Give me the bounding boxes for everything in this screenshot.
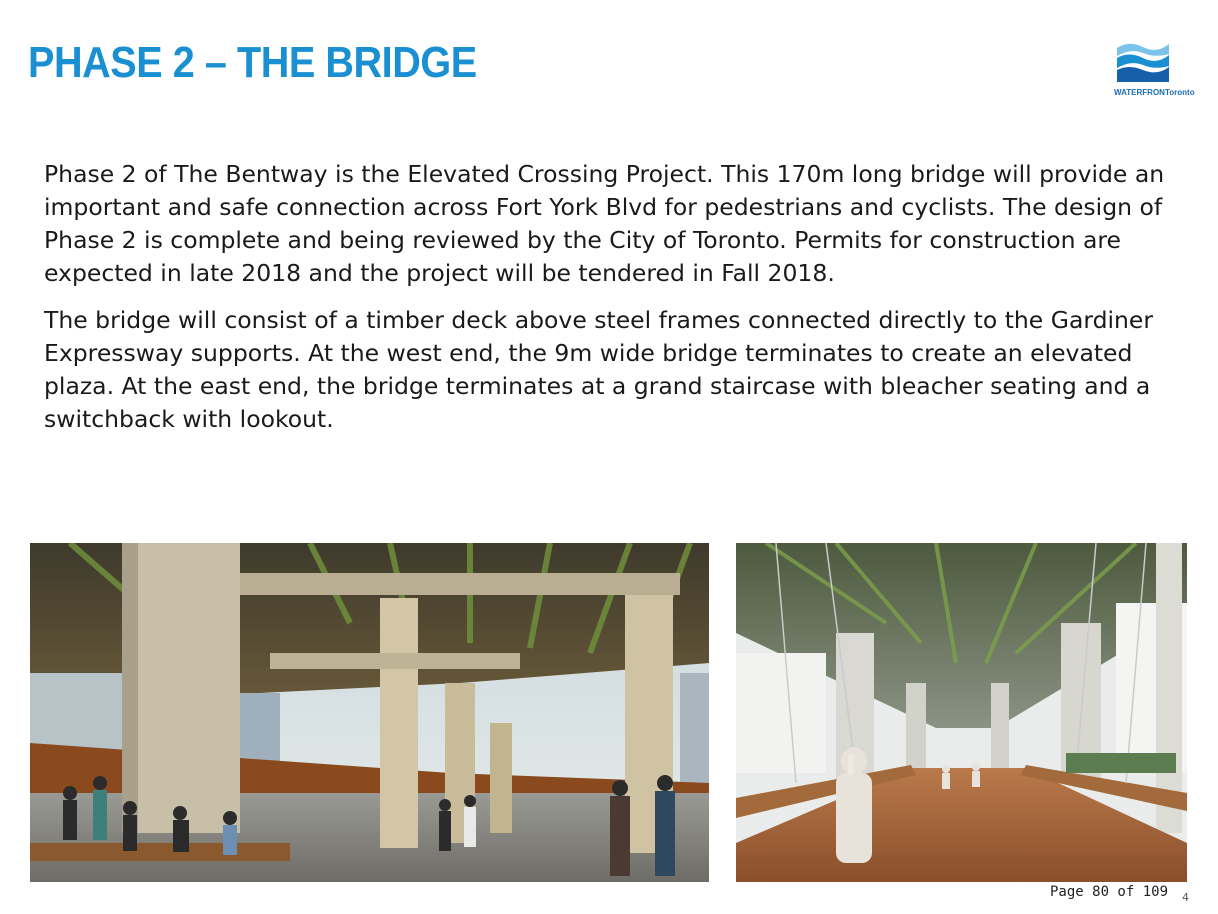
slide-number: 4 (1182, 891, 1189, 904)
logo-wave-icon (1115, 38, 1171, 84)
paragraph-intro: Phase 2 of The Bentway is the Elevated Crossing Project. This 170m long bridge will provide an important and safe connection across Fort York Blvd for pedestrians and cyclists. The design of Phase 2 is complete and being reviewed by the City of Toronto. Permits for construction are expected in late 2018 and the project will be tendered in Fall 2018. (44, 160, 1165, 287)
rendering-bridge-deck (736, 543, 1187, 882)
body-text (44, 158, 1184, 450)
rendering-under-gardiner-plaza (30, 543, 709, 882)
slide-title: PHASE 2 – THE BRIDGE (28, 38, 477, 87)
logo-text: WATERFRONToronto (1114, 88, 1195, 97)
paragraph-design: The bridge will consist of a timber deck above steel frames connected directly to the Gardiner Expressway supports. At the west end, the 9m wide bridge terminates to create an elevated plaza. At the east end, the bridge terminates at a grand staircase with bleacher seating and a switchback with lookout. (44, 306, 1154, 433)
waterfront-toronto-logo (1112, 38, 1202, 100)
page-number-footer: Page 80 of 109 (1050, 884, 1169, 900)
